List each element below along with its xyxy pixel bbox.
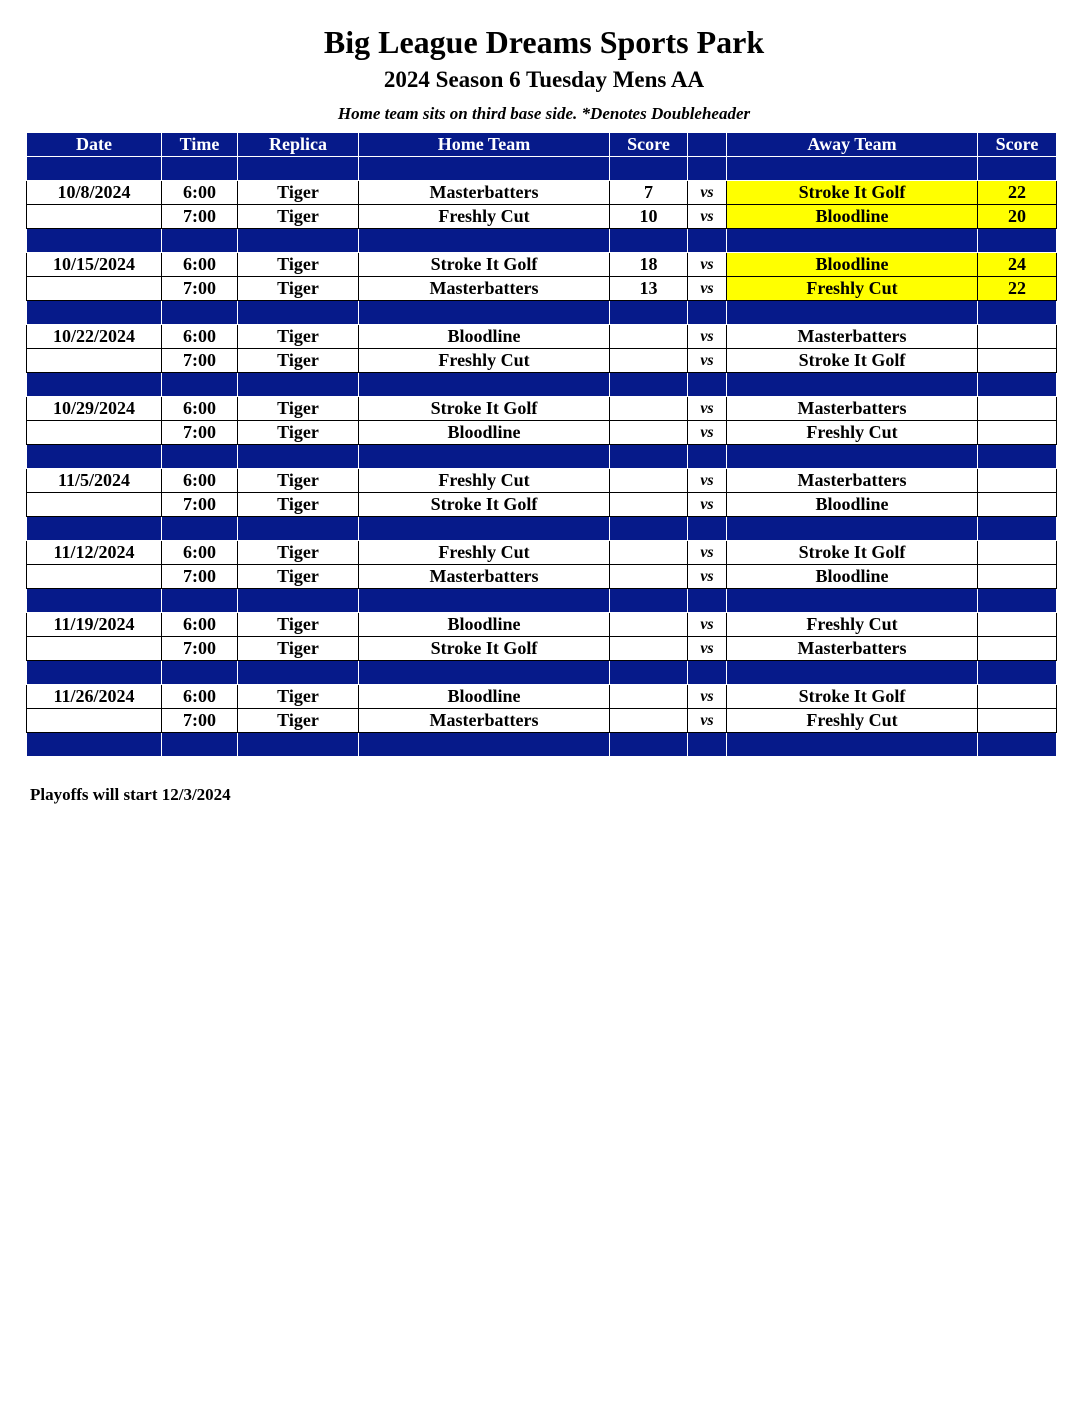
- home-score-cell: [610, 493, 688, 517]
- away-score-cell: [978, 541, 1057, 565]
- separator-cell: [162, 445, 238, 469]
- vs-cell: vs: [688, 325, 727, 349]
- away-team-cell: Stroke It Golf: [727, 685, 978, 709]
- home-score-cell: 7: [610, 181, 688, 205]
- home-score-cell: [610, 469, 688, 493]
- time-cell: 6:00: [162, 469, 238, 493]
- home-score-cell: 13: [610, 277, 688, 301]
- vs-cell: vs: [688, 493, 727, 517]
- home-team-cell: Masterbatters: [359, 709, 610, 733]
- separator-cell: [978, 229, 1057, 253]
- separator-cell: [688, 589, 727, 613]
- separator-cell: [162, 733, 238, 757]
- home-team-cell: Bloodline: [359, 613, 610, 637]
- time-cell: 7:00: [162, 493, 238, 517]
- separator-cell: [27, 157, 162, 181]
- separator-cell: [162, 517, 238, 541]
- col-header-time: Time: [162, 133, 238, 157]
- separator-cell: [162, 229, 238, 253]
- away-score-cell: [978, 613, 1057, 637]
- away-team-cell: Stroke It Golf: [727, 541, 978, 565]
- separator-cell: [688, 661, 727, 685]
- away-score-cell: [978, 565, 1057, 589]
- time-cell: 6:00: [162, 181, 238, 205]
- game-row: [27, 349, 1057, 373]
- separator-cell: [359, 589, 610, 613]
- separator-row: [27, 301, 1057, 325]
- separator-cell: [27, 373, 162, 397]
- separator-cell: [978, 661, 1057, 685]
- separator-cell: [238, 229, 359, 253]
- replica-cell: Tiger: [238, 205, 359, 229]
- game-row: [27, 253, 1057, 277]
- vs-cell: vs: [688, 637, 727, 661]
- separator-cell: [978, 445, 1057, 469]
- time-cell: 7:00: [162, 277, 238, 301]
- away-score-cell: [978, 397, 1057, 421]
- separator-cell: [727, 589, 978, 613]
- away-team-cell: Freshly Cut: [727, 709, 978, 733]
- separator-cell: [727, 373, 978, 397]
- separator-cell: [727, 661, 978, 685]
- vs-cell: vs: [688, 709, 727, 733]
- separator-cell: [162, 661, 238, 685]
- home-team-cell: Freshly Cut: [359, 349, 610, 373]
- vs-cell: vs: [688, 205, 727, 229]
- date-cell: 10/8/2024: [27, 181, 162, 205]
- separator-row: [27, 373, 1057, 397]
- replica-cell: Tiger: [238, 709, 359, 733]
- away-score-cell: 22: [978, 277, 1057, 301]
- separator-cell: [359, 661, 610, 685]
- playoffs-note: Playoffs will start 12/3/2024: [30, 785, 231, 804]
- home-team-cell: Freshly Cut: [359, 469, 610, 493]
- separator-cell: [688, 229, 727, 253]
- separator-cell: [688, 157, 727, 181]
- date-cell: [27, 421, 162, 445]
- separator-cell: [688, 301, 727, 325]
- col-header-away-team: Away Team: [727, 133, 978, 157]
- away-score-cell: 24: [978, 253, 1057, 277]
- separator-cell: [610, 589, 688, 613]
- away-team-cell: Masterbatters: [727, 325, 978, 349]
- away-team-cell: Bloodline: [727, 205, 978, 229]
- date-cell: 11/19/2024: [27, 613, 162, 637]
- separator-row: [27, 157, 1057, 181]
- home-score-cell: [610, 613, 688, 637]
- separator-row: [27, 229, 1057, 253]
- home-score-cell: [610, 421, 688, 445]
- separator-cell: [610, 301, 688, 325]
- separator-cell: [610, 661, 688, 685]
- separator-cell: [688, 445, 727, 469]
- away-team-cell: Bloodline: [727, 493, 978, 517]
- col-header-home-team: Home Team: [359, 133, 610, 157]
- vs-cell: vs: [688, 253, 727, 277]
- home-score-cell: [610, 541, 688, 565]
- home-score-cell: [610, 397, 688, 421]
- separator-cell: [162, 157, 238, 181]
- separator-cell: [359, 373, 610, 397]
- game-row: [27, 541, 1057, 565]
- away-team-cell: Stroke It Golf: [727, 181, 978, 205]
- vs-cell: vs: [688, 685, 727, 709]
- date-cell: [27, 565, 162, 589]
- schedule-table: [26, 132, 1057, 757]
- separator-cell: [27, 229, 162, 253]
- home-team-cell: Bloodline: [359, 421, 610, 445]
- separator-cell: [978, 373, 1057, 397]
- header-row: [27, 133, 1057, 157]
- home-team-cell: Freshly Cut: [359, 541, 610, 565]
- separator-cell: [727, 157, 978, 181]
- game-row: [27, 325, 1057, 349]
- home-score-cell: [610, 685, 688, 709]
- separator-cell: [238, 589, 359, 613]
- date-cell: [27, 493, 162, 517]
- separator-cell: [238, 373, 359, 397]
- time-cell: 6:00: [162, 613, 238, 637]
- home-team-cell: Bloodline: [359, 685, 610, 709]
- away-team-cell: Bloodline: [727, 253, 978, 277]
- date-cell: [27, 349, 162, 373]
- date-cell: 10/22/2024: [27, 325, 162, 349]
- separator-cell: [688, 733, 727, 757]
- replica-cell: Tiger: [238, 565, 359, 589]
- separator-cell: [238, 445, 359, 469]
- time-cell: 6:00: [162, 397, 238, 421]
- vs-cell: vs: [688, 613, 727, 637]
- time-cell: 7:00: [162, 349, 238, 373]
- separator-cell: [27, 445, 162, 469]
- game-row: [27, 421, 1057, 445]
- col-header-away-score: Score: [978, 133, 1057, 157]
- home-team-cell: Bloodline: [359, 325, 610, 349]
- separator-cell: [727, 229, 978, 253]
- separator-cell: [978, 157, 1057, 181]
- away-team-cell: Masterbatters: [727, 469, 978, 493]
- date-cell: 10/15/2024: [27, 253, 162, 277]
- away-team-cell: Freshly Cut: [727, 277, 978, 301]
- replica-cell: Tiger: [238, 277, 359, 301]
- replica-cell: Tiger: [238, 421, 359, 445]
- separator-cell: [27, 517, 162, 541]
- game-row: [27, 685, 1057, 709]
- separator-cell: [27, 301, 162, 325]
- separator-cell: [610, 445, 688, 469]
- separator-row: [27, 445, 1057, 469]
- away-score-cell: [978, 685, 1057, 709]
- away-score-cell: [978, 325, 1057, 349]
- separator-cell: [610, 733, 688, 757]
- game-row: [27, 181, 1057, 205]
- col-header-vs: [688, 133, 727, 157]
- separator-cell: [238, 661, 359, 685]
- separator-cell: [162, 589, 238, 613]
- separator-cell: [238, 733, 359, 757]
- replica-cell: Tiger: [238, 541, 359, 565]
- vs-cell: vs: [688, 565, 727, 589]
- separator-row: [27, 733, 1057, 757]
- date-cell: [27, 637, 162, 661]
- separator-row: [27, 517, 1057, 541]
- date-cell: [27, 709, 162, 733]
- away-score-cell: [978, 637, 1057, 661]
- separator-cell: [727, 733, 978, 757]
- date-cell: [27, 205, 162, 229]
- away-team-cell: Freshly Cut: [727, 613, 978, 637]
- separator-cell: [238, 157, 359, 181]
- game-row: [27, 637, 1057, 661]
- separator-cell: [610, 157, 688, 181]
- away-team-cell: Masterbatters: [727, 637, 978, 661]
- game-row: [27, 709, 1057, 733]
- home-score-cell: 18: [610, 253, 688, 277]
- col-header-home-score: Score: [610, 133, 688, 157]
- home-team-cell: Stroke It Golf: [359, 397, 610, 421]
- separator-cell: [162, 373, 238, 397]
- home-score-cell: [610, 565, 688, 589]
- time-cell: 7:00: [162, 205, 238, 229]
- away-score-cell: [978, 421, 1057, 445]
- time-cell: 6:00: [162, 253, 238, 277]
- separator-cell: [978, 589, 1057, 613]
- replica-cell: Tiger: [238, 325, 359, 349]
- home-team-cell: Stroke It Golf: [359, 253, 610, 277]
- game-row: [27, 493, 1057, 517]
- separator-cell: [359, 229, 610, 253]
- replica-cell: Tiger: [238, 181, 359, 205]
- time-cell: 7:00: [162, 709, 238, 733]
- separator-cell: [978, 517, 1057, 541]
- vs-cell: vs: [688, 421, 727, 445]
- separator-row: [27, 661, 1057, 685]
- vs-cell: vs: [688, 277, 727, 301]
- home-team-cell: Masterbatters: [359, 181, 610, 205]
- page-subtitle: 2024 Season 6 Tuesday Mens AA: [383, 67, 705, 92]
- replica-cell: Tiger: [238, 349, 359, 373]
- time-cell: 7:00: [162, 565, 238, 589]
- date-cell: 11/12/2024: [27, 541, 162, 565]
- separator-cell: [978, 301, 1057, 325]
- separator-cell: [688, 517, 727, 541]
- away-score-cell: 22: [978, 181, 1057, 205]
- away-team-cell: Freshly Cut: [727, 421, 978, 445]
- separator-cell: [238, 301, 359, 325]
- away-team-cell: Bloodline: [727, 565, 978, 589]
- vs-cell: vs: [688, 181, 727, 205]
- separator-cell: [610, 517, 688, 541]
- separator-cell: [610, 373, 688, 397]
- home-score-cell: [610, 709, 688, 733]
- separator-cell: [27, 661, 162, 685]
- game-row: [27, 205, 1057, 229]
- separator-cell: [238, 517, 359, 541]
- home-team-cell: Masterbatters: [359, 277, 610, 301]
- away-team-cell: Masterbatters: [727, 397, 978, 421]
- separator-cell: [727, 517, 978, 541]
- date-cell: [27, 277, 162, 301]
- time-cell: 6:00: [162, 541, 238, 565]
- separator-cell: [359, 733, 610, 757]
- col-header-replica: Replica: [238, 133, 359, 157]
- game-row: [27, 277, 1057, 301]
- replica-cell: Tiger: [238, 253, 359, 277]
- time-cell: 7:00: [162, 637, 238, 661]
- replica-cell: Tiger: [238, 469, 359, 493]
- home-score-cell: [610, 637, 688, 661]
- separator-cell: [27, 589, 162, 613]
- time-cell: 6:00: [162, 325, 238, 349]
- separator-cell: [162, 301, 238, 325]
- separator-cell: [359, 301, 610, 325]
- home-team-cell: Freshly Cut: [359, 205, 610, 229]
- separator-cell: [359, 445, 610, 469]
- vs-cell: vs: [688, 397, 727, 421]
- game-row: [27, 613, 1057, 637]
- replica-cell: Tiger: [238, 685, 359, 709]
- away-score-cell: [978, 349, 1057, 373]
- separator-cell: [727, 445, 978, 469]
- separator-cell: [610, 229, 688, 253]
- home-score-cell: [610, 325, 688, 349]
- away-score-cell: [978, 469, 1057, 493]
- separator-cell: [359, 157, 610, 181]
- page-title: Big League Dreams Sports Park: [323, 24, 765, 60]
- home-team-cell: Masterbatters: [359, 565, 610, 589]
- separator-cell: [688, 373, 727, 397]
- home-score-cell: [610, 349, 688, 373]
- separator-row: [27, 589, 1057, 613]
- away-team-cell: Stroke It Golf: [727, 349, 978, 373]
- time-cell: 6:00: [162, 685, 238, 709]
- separator-cell: [27, 733, 162, 757]
- separator-cell: [359, 517, 610, 541]
- away-score-cell: [978, 493, 1057, 517]
- away-score-cell: [978, 709, 1057, 733]
- vs-cell: vs: [688, 349, 727, 373]
- game-row: [27, 469, 1057, 493]
- vs-cell: vs: [688, 469, 727, 493]
- home-team-cell: Stroke It Golf: [359, 493, 610, 517]
- game-row: [27, 565, 1057, 589]
- home-score-cell: 10: [610, 205, 688, 229]
- date-cell: 11/5/2024: [27, 469, 162, 493]
- replica-cell: Tiger: [238, 637, 359, 661]
- separator-cell: [727, 301, 978, 325]
- vs-cell: vs: [688, 541, 727, 565]
- away-score-cell: 20: [978, 205, 1057, 229]
- replica-cell: Tiger: [238, 397, 359, 421]
- home-team-cell: Stroke It Golf: [359, 637, 610, 661]
- col-header-date: Date: [27, 133, 162, 157]
- date-cell: 10/29/2024: [27, 397, 162, 421]
- separator-cell: [978, 733, 1057, 757]
- time-cell: 7:00: [162, 421, 238, 445]
- date-cell: 11/26/2024: [27, 685, 162, 709]
- game-row: [27, 397, 1057, 421]
- replica-cell: Tiger: [238, 493, 359, 517]
- page-note: Home team sits on third base side. *Denotes Doubleheader: [337, 104, 751, 123]
- replica-cell: Tiger: [238, 613, 359, 637]
